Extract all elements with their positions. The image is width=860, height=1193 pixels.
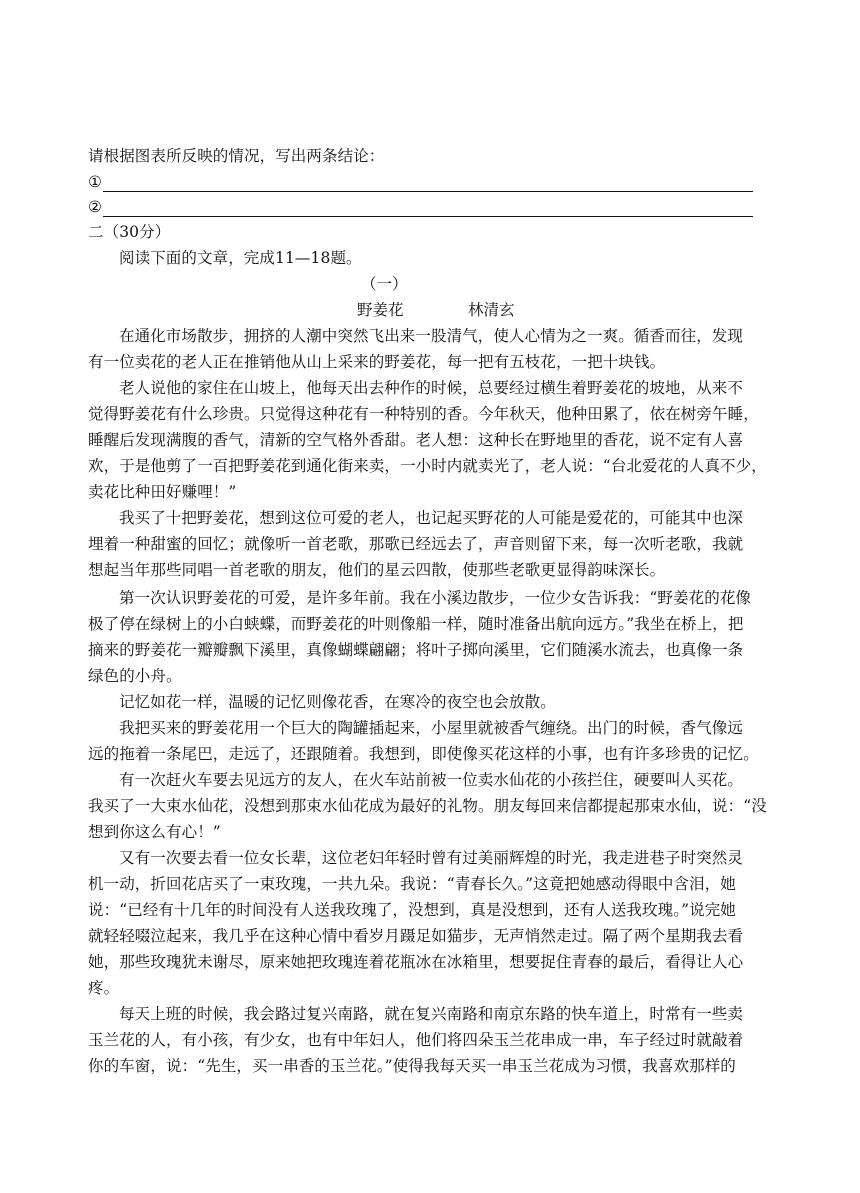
article-line: 玉兰花的人，有小孩，有少女，也有中年妇人，他们将四朵玉兰花串成一串，车子经过时就敲着 — [88, 1031, 744, 1049]
article-title: 野姜花 — [357, 301, 404, 319]
article-author: 林清玄 — [468, 301, 515, 319]
article-line: 你的车窗，说：“先生，买一串香的玉兰花。”使得我每天买一串玉兰花成为习惯，我喜欢那样的 — [88, 1057, 736, 1075]
article-line: 欢，于是他剪了一百把野姜花到通化街来卖，一小时内就卖光了，老人说：“台北爱花的人真不少， — [88, 457, 767, 475]
article-line: 睡醒后发现满腹的香气，清新的空气格外香甜。老人想：这种长在野地里的香花，说不定有人喜 — [88, 431, 744, 449]
article-line: 有一次赶火车要去见远方的友人，在火车站前被一位卖水仙花的小孩拦住，硬要叫人买花。 — [119, 771, 744, 789]
answer-line-2[interactable] — [88, 197, 768, 217]
article-line: 她，那些玫瑰犹未谢尽，原来她把玫瑰连着花瓶冰在冰箱里，想要捉住青春的最后，看得让人心 — [88, 953, 744, 971]
article-line: 每天上班的时候，我会路过复兴南路，就在复兴南路和南京东路的快车道上，时常有一些卖 — [119, 1005, 744, 1023]
article-line: 又有一次要去看一位女长辈，这位老妇年轻时曾有过美丽辉煌的时光，我走进巷子时突然灵 — [119, 849, 744, 867]
article-line: 说：“已经有十几年的时间没有人送我玫瑰了，没想到，真是没想到，还有人送我玫瑰。”说完她 — [88, 901, 736, 919]
part-label: （一） — [361, 275, 408, 293]
article-line: 我把买来的野姜花用一个巨大的陶罐插起来，小屋里就被香气缠绕。出门的时候，香气像远 — [119, 719, 744, 737]
article-line: 埋着一种甜蜜的回忆；就像听一首老歌，那歌已经远去了，声音则留下来，每一次听老歌，我就 — [88, 535, 744, 553]
article-line: 记忆如花一样，温暖的记忆则像花香，在寒冷的夜空也会放散。 — [119, 693, 556, 711]
article-line: 老人说他的家住在山坡上，他每天出去种作的时候，总要经过横生着野姜花的坡地，从来不 — [119, 379, 744, 397]
instruction: 阅读下面的文章，完成11—18题。 — [119, 249, 362, 267]
article-line: 远的拖着一条尾巴，走远了，还跟随着。我想到，即使像买花这样的小事，也有许多珍贵的记忆。 — [88, 745, 759, 763]
answer-blank-1[interactable] — [103, 175, 753, 192]
article-line: 觉得野姜花有什么珍贵。只觉得这种花有一种特别的香。今年秋天，他种田累了，依在树旁午睡， — [88, 405, 759, 423]
article-line: 第一次认识野姜花的可爱，是许多年前。我在小溪边散步，一位少女告诉我：“野姜花的花像 — [119, 589, 752, 607]
answer-marker-2: ② — [88, 198, 102, 216]
article-line: 在通化市场散步，拥挤的人潮中突然飞出来一股清气，使人心情为之一爽。循香而往，发现 — [119, 327, 744, 345]
article-line: 我买了一大束水仙花，没想到那束水仙花成为最好的礼物。朋友每回来信都提起那束水仙，说：“没 — [88, 797, 767, 815]
section-heading: 二（30分） — [88, 223, 171, 241]
question-intro: 请根据图表所反映的情况，写出两条结论： — [88, 147, 385, 165]
answer-marker-1: ① — [88, 173, 102, 191]
article-line: 想起当年那些同唱一首老歌的朋友，他们的星云四散，使那些老歌更显得韵味深长。 — [88, 561, 666, 579]
article-line: 有一位卖花的老人正在推销他从山上采来的野姜花，每一把有五枝花，一把十块钱。 — [88, 353, 666, 371]
answer-blank-2[interactable] — [103, 200, 753, 217]
article-line: 想到你这么有心！” — [88, 823, 221, 841]
article-line: 就轻轻啜泣起来，我几乎在这种心情中看岁月蹑足如猫步，无声悄然走过。隔了两个星期我去看 — [88, 927, 744, 945]
article-line: 我买了十把野姜花，想到这位可爱的老人，也记起买野花的人可能是爱花的，可能其中也深 — [119, 509, 744, 527]
article-line: 机一动，折回花店买了一束玫瑰，一共九朵。我说：“青春长久。”这竟把她感动得眼中含泪，她 — [88, 875, 736, 893]
article-line: 极了停在绿树上的小白蛱蝶，而野姜花的叶则像船一样，随时准备出航向远方。”我坐在桥上，把 — [88, 615, 744, 633]
answer-line-1[interactable] — [88, 172, 768, 192]
article-line: 疼。 — [88, 979, 120, 997]
article-line: 摘来的野姜花一瓣瓣飘下溪里，真像蝴蝶翩翩；将叶子掷向溪里，它们随溪水流去，也真像一条 — [88, 641, 744, 659]
article-line: 卖花比种田好赚哩！” — [88, 483, 237, 501]
article-line: 绿色的小舟。 — [88, 667, 182, 685]
